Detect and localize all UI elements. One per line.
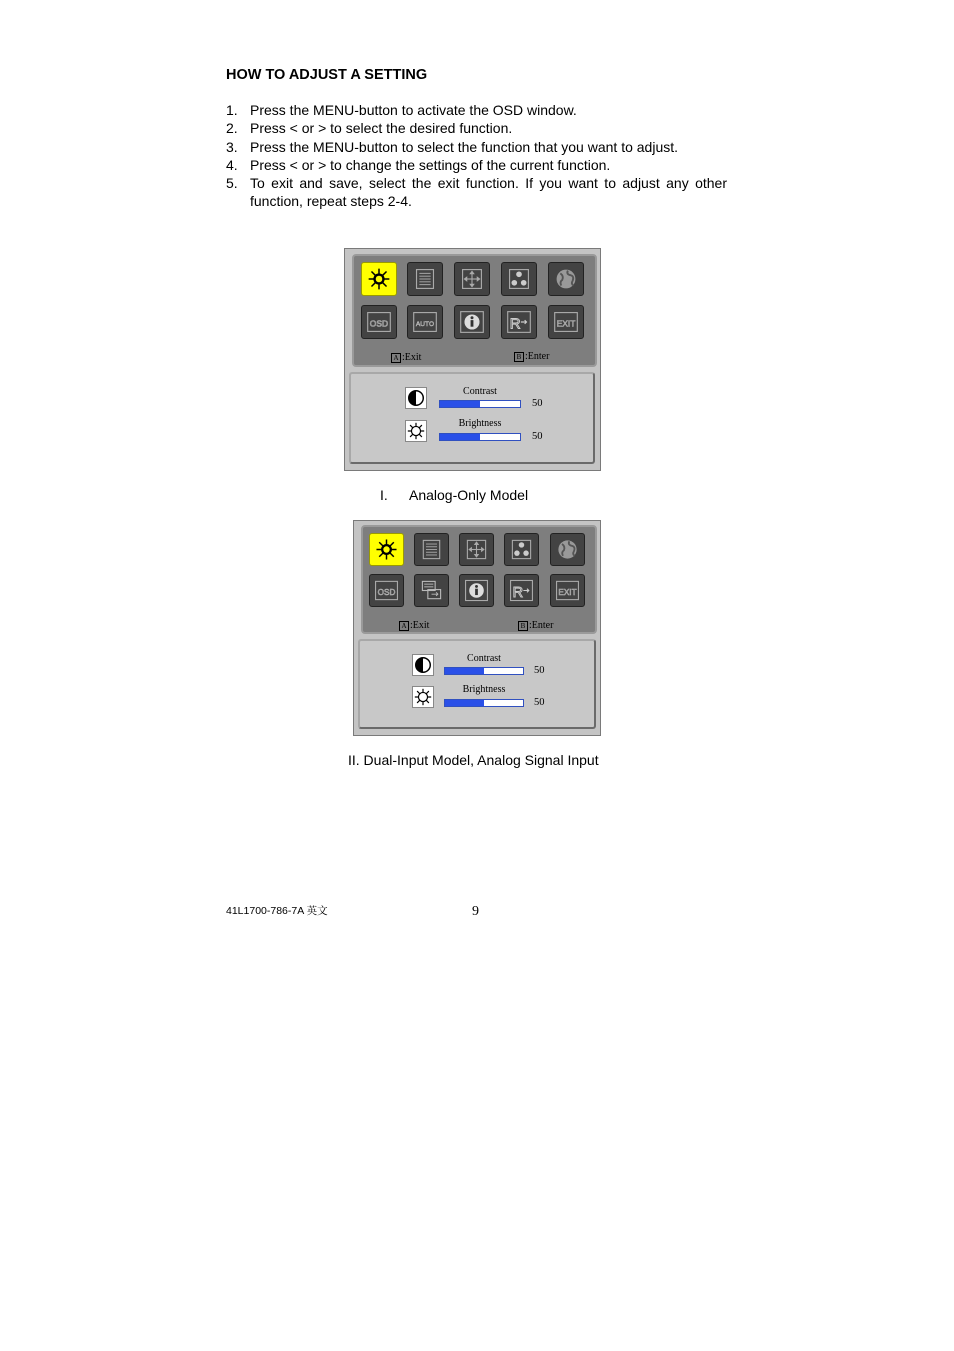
contrast-value: 50 (534, 665, 545, 676)
position-menu-icon (459, 533, 494, 566)
osd-settings-icon (361, 305, 397, 339)
exit-menu-icon (548, 305, 584, 339)
color-menu-icon (501, 262, 537, 296)
contrast-label: Contrast (463, 386, 497, 397)
figure1-caption: Analog-Only Model (409, 487, 529, 503)
step-number: 3. (226, 138, 238, 155)
document-code: 41L1700-786-7A 英文 (226, 905, 328, 917)
brightness-icon (405, 420, 427, 442)
brightness-menu-icon (369, 533, 404, 566)
information-icon (454, 305, 490, 339)
language-menu-icon (550, 533, 585, 566)
svg-text:EXIT: EXIT (556, 318, 576, 329)
contrast-bar-fill (445, 668, 484, 674)
step-text: Press the MENU-button to select the function that you want to adjust. (250, 138, 679, 155)
step-number: 4. (226, 156, 238, 173)
step-text: Press < or > to select the desired function. (250, 120, 513, 137)
step-number: 1. (226, 102, 238, 118)
steps-list (226, 101, 727, 211)
contrast-value: 50 (532, 398, 543, 409)
reset-icon (504, 574, 539, 607)
enter-hint: B :Enter (518, 620, 553, 631)
image-menu-icon (407, 262, 443, 296)
svg-text:EXIT: EXIT (558, 588, 577, 598)
step-number: 2. (226, 120, 238, 137)
svg-text:R: R (512, 584, 524, 601)
brightness-bar-fill (440, 434, 480, 440)
information-icon (459, 574, 494, 607)
contrast-bar (439, 400, 521, 408)
brightness-bar-fill (445, 700, 484, 706)
enter-key: B (518, 621, 528, 631)
input-select-icon (414, 574, 449, 607)
position-menu-icon (454, 262, 490, 296)
exit-hint: A :Exit (391, 352, 421, 363)
image-menu-icon (414, 533, 449, 566)
contrast-bar-fill (440, 401, 480, 407)
step-number: 5. (226, 175, 238, 192)
svg-text:OSD: OSD (377, 588, 396, 598)
figure2-caption: II. Dual-Input Model, Analog Signal Input (348, 752, 599, 768)
exit-key: A (399, 621, 409, 631)
osd-screenshot-dual-input (353, 520, 601, 736)
brightness-value: 50 (534, 697, 545, 708)
brightness-menu-icon (361, 262, 397, 296)
contrast-bar (444, 667, 524, 675)
exit-menu-icon (550, 574, 585, 607)
step-text: Press < or > to change the settings of the current function. (250, 156, 611, 173)
step-item (226, 101, 727, 119)
step-text: Press the MENU-button to activate the OSD window. (250, 102, 577, 118)
brightness-bar (444, 699, 524, 707)
reset-icon (501, 305, 537, 339)
step-item (226, 138, 727, 156)
section-heading: HOW TO ADJUST A SETTING (226, 67, 428, 83)
brightness-value: 50 (532, 431, 543, 442)
figure1-caption-number: I. (380, 487, 388, 503)
page-number: 9 (472, 904, 479, 919)
brightness-label: Brightness (462, 684, 506, 695)
step-item (226, 119, 727, 137)
auto-adjust-icon (407, 305, 443, 339)
contrast-icon (412, 654, 434, 676)
svg-text:R: R (509, 315, 521, 333)
enter-hint: B :Enter (514, 351, 549, 362)
brightness-icon (412, 686, 434, 708)
exit-hint: A :Exit (399, 620, 429, 631)
enter-key: B (514, 352, 524, 362)
step-item (226, 156, 727, 174)
brightness-bar (439, 433, 521, 441)
osd-settings-icon (369, 574, 404, 607)
color-menu-icon (504, 533, 539, 566)
exit-key: A (391, 353, 401, 363)
brightness-label: Brightness (458, 418, 502, 429)
contrast-icon (405, 387, 427, 409)
svg-text:OSD: OSD (369, 318, 389, 329)
step-item (226, 174, 727, 211)
osd-screenshot-analog (344, 248, 601, 471)
svg-text:AUTO: AUTO (415, 320, 435, 328)
contrast-label: Contrast (467, 653, 501, 664)
step-text: To exit and save, select the exit function. If you want to adjust any other function, repeat steps 2-4. (250, 175, 727, 210)
language-menu-icon (548, 262, 584, 296)
